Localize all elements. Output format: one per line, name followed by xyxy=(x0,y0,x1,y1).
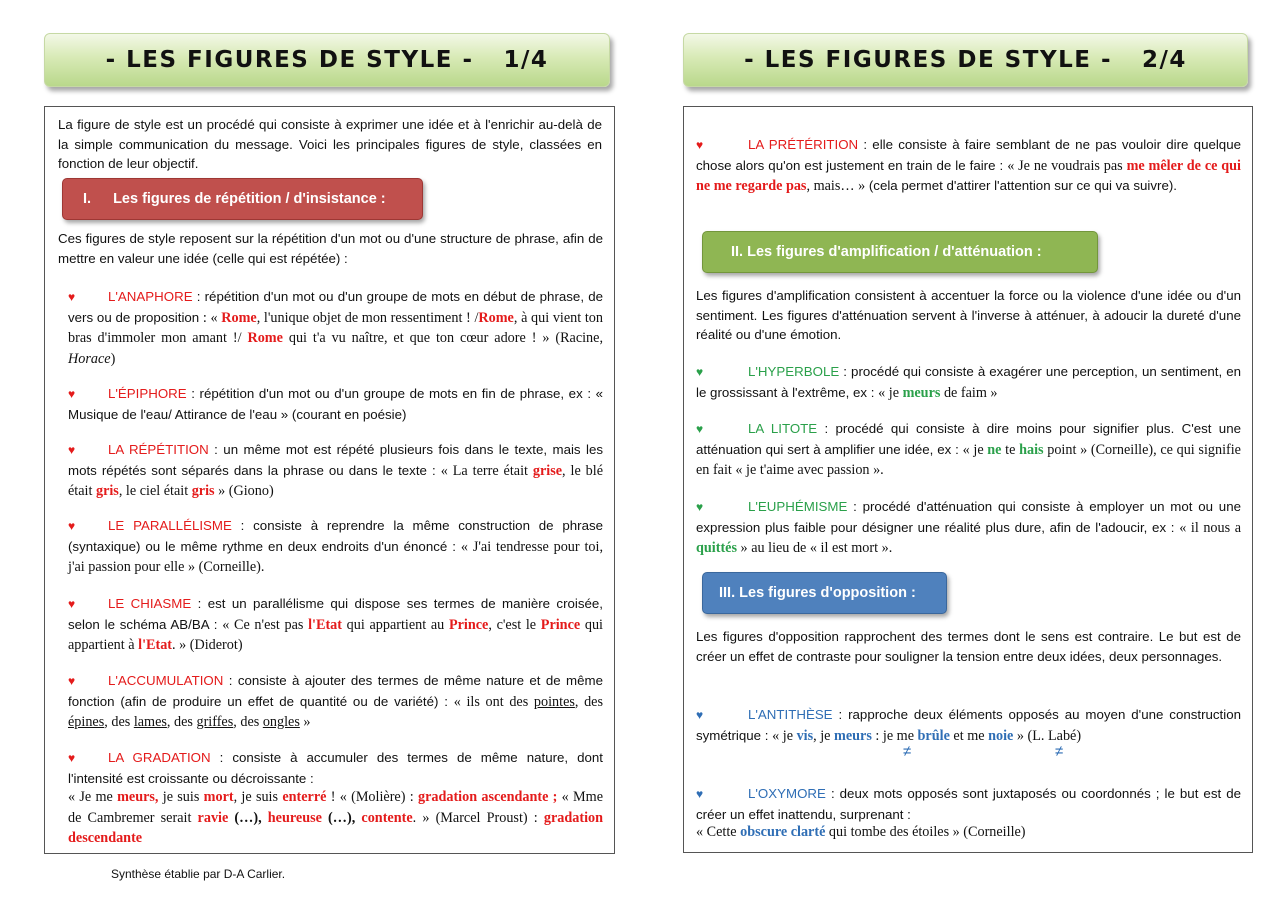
entry-preterition: ♥ LA PRÉTÉRITION : elle consiste à faire semblant de ne pas vouloir dire quelque chose alors qu'on est justement en train de le faire : « Je ne voudrais pas me mêler de ce qui ne me regarde pas, mais… » (cela permet d'attirer l'attention sur ce qui va suivre). xyxy=(696,137,1241,195)
page2-banner xyxy=(683,33,1248,87)
section3-intro: Les figures d'opposition rapprochent des termes dont le sens est contraire. Le but est de créer un effet de contraste pour souligner la tension entre deux idées, deux personnages. xyxy=(696,629,1241,664)
entry-chiasme: ♥ LE CHIASME : est un parallélisme qui dispose ses termes de manière croisée, selon le schéma AB/BA : « Ce n'est pas l'Etat qui appartient au Prince, c'est le Prince qui appartient à l'Etat. » (Diderot) xyxy=(68,596,603,654)
term-label: LA RÉPÉTITION xyxy=(108,442,209,457)
section-opposition-header xyxy=(702,572,947,614)
oxymore-example: « Cette obscure clarté qui tombe des étoiles » (Corneille) xyxy=(696,824,1026,840)
term-label: L'ACCUMULATION xyxy=(108,673,224,688)
heart-icon: ♥ xyxy=(696,138,704,152)
heart-icon: ♥ xyxy=(68,519,76,533)
entry-litote: ♥ LA LITOTE : procédé qui consiste à dire moins pour signifier plus. C'est une atténuation qui sert à amplifier une idée, ex : « je ne te hais point » (Corneille), ce qui signifie en fait « je t'aime avec passion ». xyxy=(696,421,1241,479)
page1-banner-title: - LES FIGURES DE STYLE - xyxy=(105,47,474,73)
term-label: L'ÉPIPHORE xyxy=(108,386,187,401)
section-label: III. Les figures d'opposition : xyxy=(719,585,916,601)
entry-euphemisme: ♥ L'EUPHÉMISME : procédé d'atténuation qui consiste à employer un mot ou une expression plus faible pour désigner une réalité plus dure, afin de l'adoucir, ex : « il nous a quittés » au lieu de « il est mort ». xyxy=(696,499,1241,557)
heart-icon: ♥ xyxy=(696,422,704,436)
entry-accumulation: ♥ L'ACCUMULATION : consiste à ajouter des termes de même nature et de même fonction (afin de produire un effet de quantité ou de variété) : « ils ont des pointes, des épines, des lames, des griffes, des ongles » xyxy=(68,673,604,731)
heart-icon: ♥ xyxy=(696,708,704,722)
term-label: LE CHIASME xyxy=(108,596,192,611)
section-roman-numeral: I. xyxy=(83,191,92,207)
entry-repetition: ♥ LA RÉPÉTITION : un même mot est répété plusieurs fois dans le texte, mais les mots répétés sont séparés dans la phrase ou dans le texte : « La terre était grise, le blé était gris, le ciel était gris » (Giono) xyxy=(68,442,603,500)
term-label: LE PARALLÉLISME xyxy=(108,518,232,533)
page1-intro: La figure de style est un procédé qui consiste à exprimer une idée et à l'enrichir au-delà de la simple communication du message. Voici les principales figures de style, classées en fonction de leur objectif. xyxy=(58,117,602,172)
entry-hyperbole: ♥ L'HYPERBOLE : procédé qui consiste à exagérer une perception, un sentiment, en le grossissant à l'extrême, ex : « je meurs de faim » xyxy=(696,364,1241,401)
entry-oxymore: ♥ L'OXYMORE : deux mots opposés sont juxtaposés ou coordonnés ; le but est de créer un effet inattendu, surprenant : xyxy=(696,786,1241,822)
section-label: II. Les figures d'amplification / d'atténuation : xyxy=(731,244,1042,260)
entry-gradation: ♥ LA GRADATION : consiste à accumuler des termes de même nature, dont l'intensité est croissante ou décroissante : xyxy=(68,750,603,786)
entry-anaphore: ♥ L'ANAPHORE : répétition d'un mot ou d'un groupe de mots en début de phrase, de vers ou de proposition : « Rome, l'unique objet de mon ressentiment ! /Rome, à qui vient ton bras d'immoler mon amant !/ Rome qui t'a vu naître, et que ton cœur adore ! » (Racine, Horace) xyxy=(68,289,603,367)
heart-icon: ♥ xyxy=(68,674,76,688)
section1-intro: Ces figures de style reposent sur la répétition d'un mot ou d'une structure de phrase, afin de mettre en valeur une idée (celle qui est répétée) : xyxy=(58,231,603,266)
entry-epiphore: ♥ L'ÉPIPHORE : répétition d'un mot ou d'un groupe de mots en fin de phrase, ex : « Musique de l'eau/ Attirance de l'eau » (courant en poésie) xyxy=(68,386,603,422)
page2-banner-title: - LES FIGURES DE STYLE - xyxy=(744,47,1113,73)
term-label: LA PRÉTÉRITION xyxy=(748,137,859,152)
entry-parallelisme: ♥ LE PARALLÉLISME : consiste à reprendre la même construction de phrase (syntaxique) ou le même rythme en deux endroits d'un énoncé : « J'ai tendresse pour toi, j'ai passion pour elle » (Corneille). xyxy=(68,518,604,576)
term-label: L'HYPERBOLE xyxy=(748,364,840,379)
heart-icon: ♥ xyxy=(696,787,704,801)
heart-icon: ♥ xyxy=(68,751,76,765)
heart-icon: ♥ xyxy=(68,387,76,401)
heart-icon: ♥ xyxy=(696,365,704,379)
term-label: LA LITOTE xyxy=(748,421,818,436)
heart-icon: ♥ xyxy=(68,443,76,457)
term-label: L'OXYMORE xyxy=(748,786,826,801)
term-label: L'ANTITHÈSE xyxy=(748,707,833,722)
section-label: Les figures de répétition / d'insistance : xyxy=(113,191,386,207)
not-equal-mark: ≠ xyxy=(1055,743,1064,760)
heart-icon: ♥ xyxy=(68,597,76,611)
heart-icon: ♥ xyxy=(696,500,704,514)
not-equal-mark: ≠ xyxy=(903,743,912,760)
term-label: L'ANAPHORE xyxy=(108,289,193,304)
section-repetition-header xyxy=(62,178,423,220)
term-label: LA GRADATION xyxy=(108,750,211,765)
page1-banner xyxy=(44,33,610,87)
heart-icon: ♥ xyxy=(68,290,76,304)
gradation-examples: « Je me meurs, je suis mort, je suis enterré ! « (Molière) : gradation ascendante ; « Mme de Cambremer serait ravie (…), heureuse (…), contente. » (Marcel Proust) : gradation descendante xyxy=(68,789,603,847)
author-footer: Synthèse établie par D-A Carlier. xyxy=(111,867,286,881)
section-amplification-header xyxy=(702,231,1098,273)
entry-antithese: ♥ L'ANTITHÈSE : rapproche deux éléments opposés au moyen d'une construction symétrique : « je vis, je meurs : je me brûle et me noie » (L. Labé) xyxy=(696,707,1241,744)
page1-banner-number: 1/4 xyxy=(503,47,549,73)
section2-intro: Les figures d'amplification consistent à accentuer la force ou la violence d'une idée ou d'un sentiment. Les figures d'atténuation servent à l'inverse à atténuer, à adoucir la dureté d'une réalité ou d'une émotion. xyxy=(696,288,1241,343)
term-label: L'EUPHÉMISME xyxy=(748,499,848,514)
page2-banner-number: 2/4 xyxy=(1142,47,1187,73)
